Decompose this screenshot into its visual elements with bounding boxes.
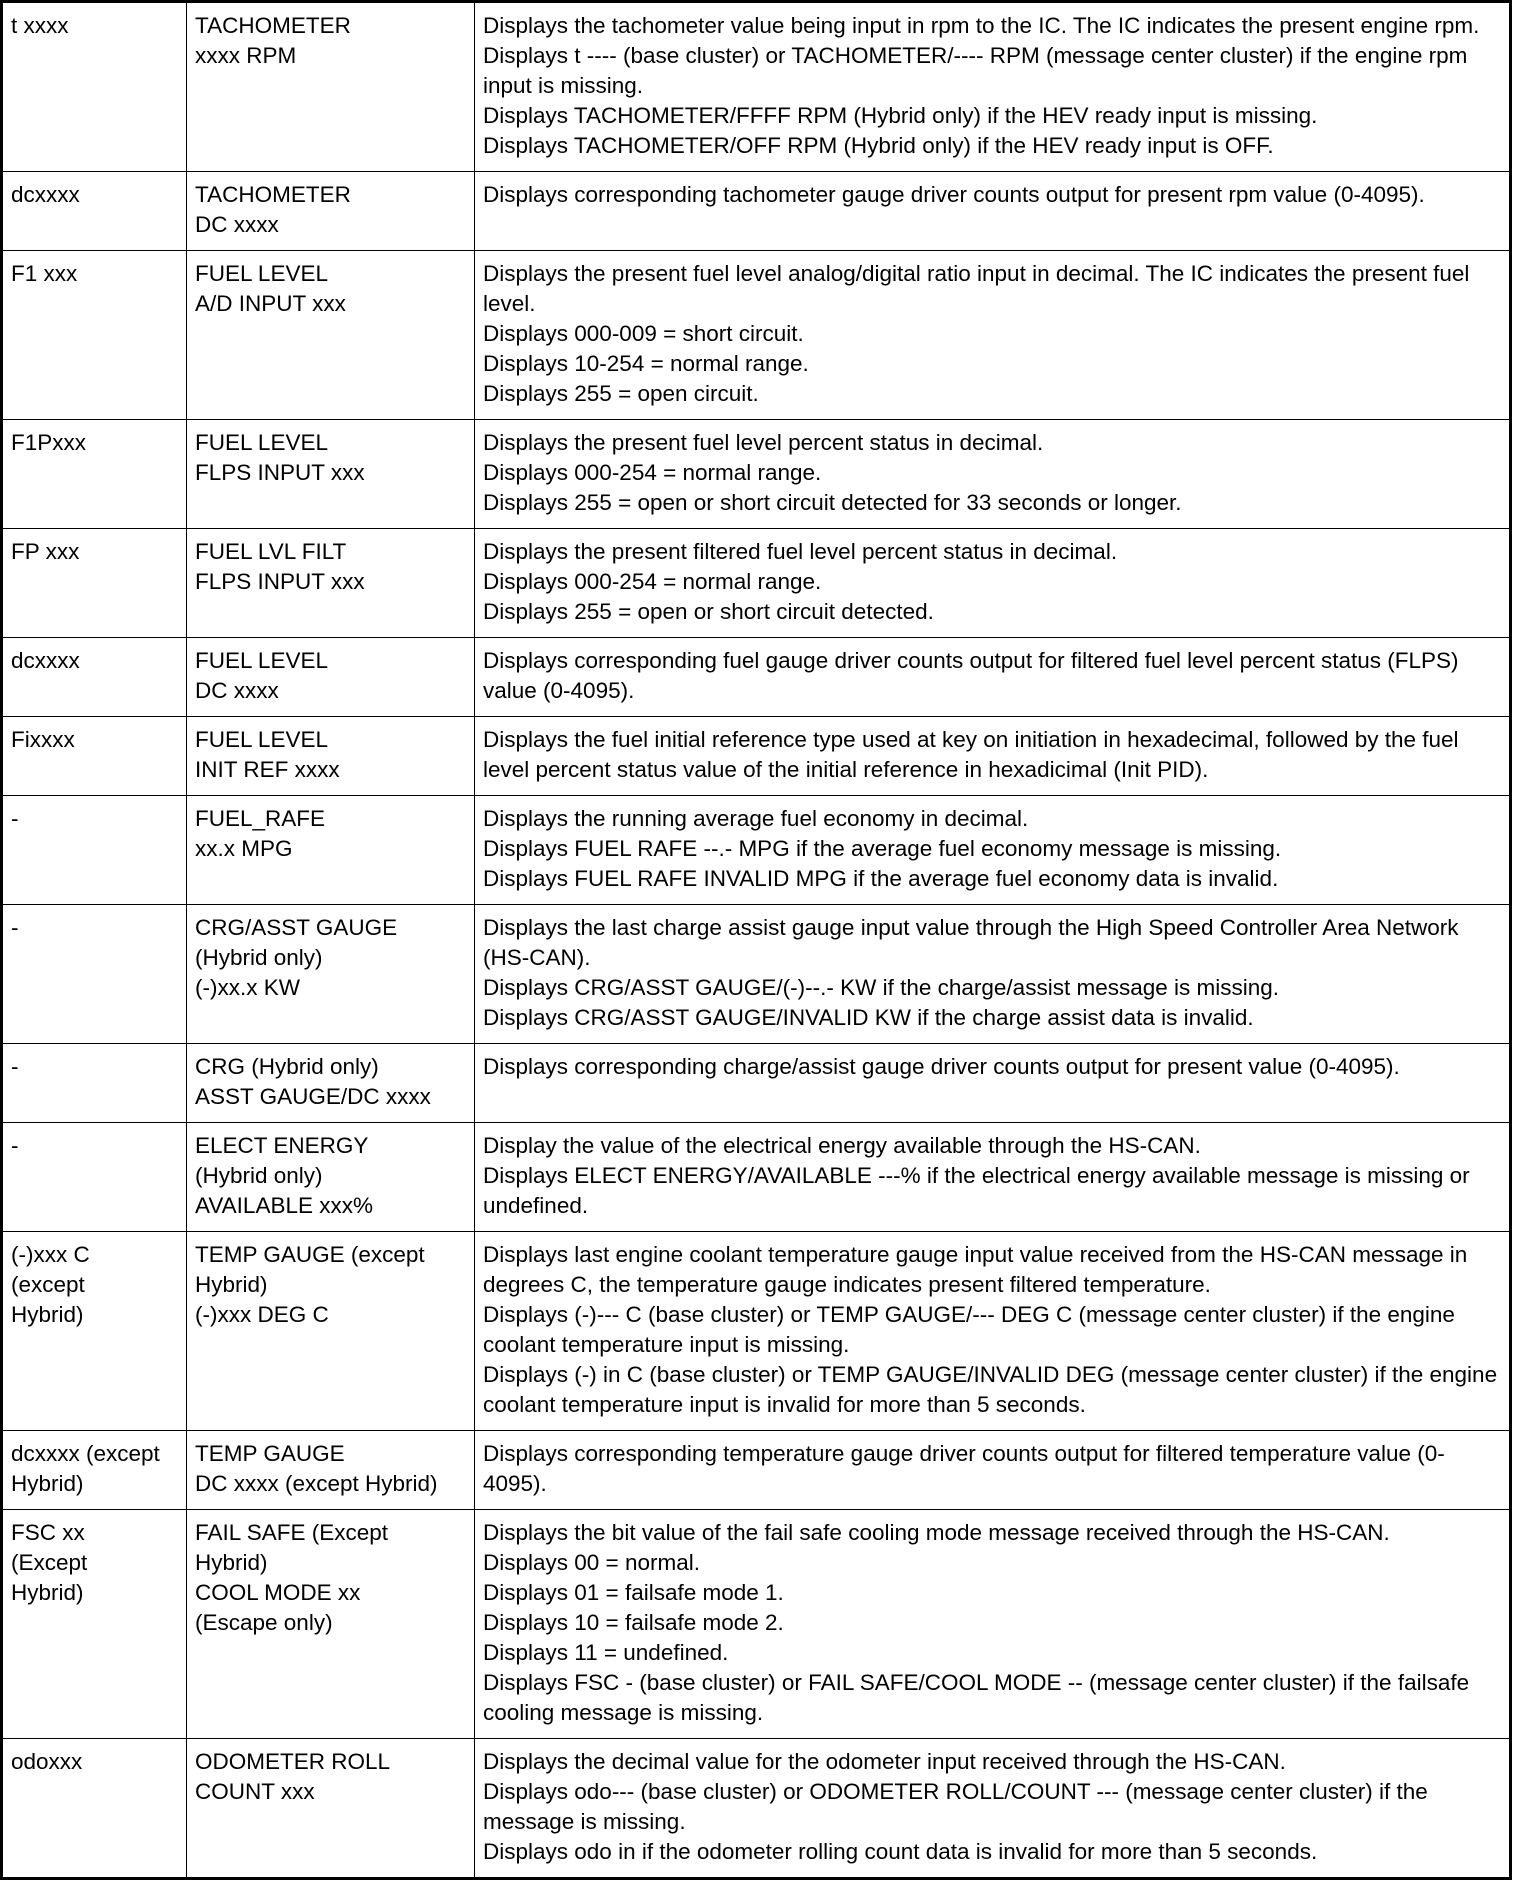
description-cell bbox=[475, 1510, 1511, 1739]
parameter-cell: CRG/ASST GAUGE (Hybrid only) (-)xx.x KW bbox=[187, 905, 475, 1044]
description-line: Displays the fuel initial reference type used at key on initiation in hexadecimal, followed by the fuel level percent status value of the initial reference in hexadicimal (Init PID). bbox=[483, 727, 1459, 782]
parameter-cell: TEMP GAUGE (except Hybrid) (-)xxx DEG C bbox=[187, 1232, 475, 1431]
description-cell bbox=[475, 1431, 1511, 1510]
description-line: Displays FUEL RAFE INVALID MPG if the average fuel economy data is invalid. bbox=[483, 866, 1279, 891]
description-line: Displays 000-009 = short circuit. bbox=[483, 321, 804, 346]
description-cell bbox=[475, 717, 1511, 796]
table-row bbox=[2, 1123, 1511, 1232]
description-line: Displays CRG/ASST GAUGE/INVALID KW if the charge assist data is invalid. bbox=[483, 1005, 1254, 1030]
description-line: Displays the present fuel level percent status in decimal. bbox=[483, 430, 1044, 455]
table-row bbox=[2, 172, 1511, 251]
table-row bbox=[2, 529, 1511, 638]
description-line: Displays odo in if the odometer rolling count data is invalid for more than 5 seconds. bbox=[483, 1839, 1318, 1864]
description-cell bbox=[475, 1123, 1511, 1232]
description-line: Displays last engine coolant temperature gauge input value received from the HS-CAN message in degrees C, the temperature gauge indicates present filtered temperature. bbox=[483, 1242, 1468, 1297]
description-line: Displays 255 = open circuit. bbox=[483, 381, 759, 406]
table-row bbox=[2, 1510, 1511, 1739]
description-line: Displays the tachometer value being input in rpm to the IC. The IC indicates the present engine rpm. bbox=[483, 13, 1480, 38]
description-cell bbox=[475, 251, 1511, 420]
description-line: Displays 255 = open or short circuit detected. bbox=[483, 599, 934, 624]
code-cell: FP xxx bbox=[2, 529, 187, 638]
parameter-cell: TEMP GAUGE DC xxxx (except Hybrid) bbox=[187, 1431, 475, 1510]
description-cell bbox=[475, 420, 1511, 529]
table-row bbox=[2, 1739, 1511, 1879]
description-line: Displays 00 = normal. bbox=[483, 1550, 700, 1575]
parameter-cell: FUEL LVL FILT FLPS INPUT xxx bbox=[187, 529, 475, 638]
code-cell: dcxxxx (except Hybrid) bbox=[2, 1431, 187, 1510]
code-cell: dcxxxx bbox=[2, 638, 187, 717]
description-line: Display the value of the electrical energy available through the HS-CAN. bbox=[483, 1133, 1201, 1158]
description-line: Displays (-)--- C (base cluster) or TEMP GAUGE/--- DEG C (message center cluster) if the engine coolant temperature input is missing. bbox=[483, 1302, 1455, 1357]
description-line: Displays 10 = failsafe mode 2. bbox=[483, 1610, 784, 1635]
description-line: Displays ELECT ENERGY/AVAILABLE ---% if the electrical energy available message is missing or undefined. bbox=[483, 1163, 1470, 1218]
description-line: Displays 255 = open or short circuit detected for 33 seconds or longer. bbox=[483, 490, 1182, 515]
description-cell bbox=[475, 638, 1511, 717]
description-line: Displays corresponding tachometer gauge driver counts output for present rpm value (0-4095). bbox=[483, 182, 1425, 207]
description-line: Displays odo--- (base cluster) or ODOMETER ROLL/COUNT --- (message center cluster) if the message is missing. bbox=[483, 1779, 1428, 1834]
description-cell bbox=[475, 172, 1511, 251]
table-row bbox=[2, 905, 1511, 1044]
description-line: Displays 000-254 = normal range. bbox=[483, 569, 822, 594]
description-line: Displays TACHOMETER/OFF RPM (Hybrid only) if the HEV ready input is OFF. bbox=[483, 133, 1274, 158]
description-cell bbox=[475, 905, 1511, 1044]
parameter-cell: FUEL LEVEL FLPS INPUT xxx bbox=[187, 420, 475, 529]
description-line: Displays FSC - (base cluster) or FAIL SAFE/COOL MODE -- (message center cluster) if the failsafe cooling message is missing. bbox=[483, 1670, 1470, 1725]
code-cell: - bbox=[2, 1044, 187, 1123]
description-cell bbox=[475, 796, 1511, 905]
parameter-cell: TACHOMETER DC xxxx bbox=[187, 172, 475, 251]
parameter-cell: CRG (Hybrid only) ASST GAUGE/DC xxxx bbox=[187, 1044, 475, 1123]
code-cell: Fixxxx bbox=[2, 717, 187, 796]
description-line: Displays the last charge assist gauge input value through the High Speed Controller Area Network (HS-CAN). bbox=[483, 915, 1459, 970]
description-line: Displays (-) in C (base cluster) or TEMP GAUGE/INVALID DEG (message center cluster) if the engine coolant temperature input is invalid for more than 5 seconds. bbox=[483, 1362, 1498, 1417]
description-line: Displays FUEL RAFE --.- MPG if the average fuel economy message is missing. bbox=[483, 836, 1282, 861]
description-cell bbox=[475, 1232, 1511, 1431]
description-line: Displays 10-254 = normal range. bbox=[483, 351, 809, 376]
description-line: Displays 01 = failsafe mode 1. bbox=[483, 1580, 784, 1605]
description-line: Displays corresponding temperature gauge driver counts output for filtered temperature value (0-4095). bbox=[483, 1441, 1445, 1496]
table-row bbox=[2, 717, 1511, 796]
description-line: Displays the decimal value for the odometer input received through the HS-CAN. bbox=[483, 1749, 1286, 1774]
table-row bbox=[2, 1044, 1511, 1123]
code-cell: F1Pxxx bbox=[2, 420, 187, 529]
code-cell: FSC xx (Except Hybrid) bbox=[2, 1510, 187, 1739]
description-line: Displays the present filtered fuel level percent status in decimal. bbox=[483, 539, 1118, 564]
description-line: Displays corresponding fuel gauge driver counts output for filtered fuel level percent status (FLPS) value (0-4095). bbox=[483, 648, 1459, 703]
parameter-cell: FUEL LEVEL INIT REF xxxx bbox=[187, 717, 475, 796]
table-row bbox=[2, 1431, 1511, 1510]
description-line: Displays corresponding charge/assist gauge driver counts output for present value (0-4095). bbox=[483, 1054, 1400, 1079]
description-cell bbox=[475, 1044, 1511, 1123]
table-row bbox=[2, 2, 1511, 172]
code-cell: - bbox=[2, 796, 187, 905]
description-line: Displays 11 = undefined. bbox=[483, 1640, 729, 1665]
parameter-cell: FUEL LEVEL DC xxxx bbox=[187, 638, 475, 717]
description-line: Displays the bit value of the fail safe cooling mode message received through the HS-CAN. bbox=[483, 1520, 1390, 1545]
description-line: Displays the present fuel level analog/digital ratio input in decimal. The IC indicates the present fuel level. bbox=[483, 261, 1470, 316]
table-row bbox=[2, 420, 1511, 529]
code-cell: (-)xxx C (except Hybrid) bbox=[2, 1232, 187, 1431]
parameter-cell: ODOMETER ROLL COUNT xxx bbox=[187, 1739, 475, 1879]
description-line: Displays CRG/ASST GAUGE/(-)--.- KW if the charge/assist message is missing. bbox=[483, 975, 1280, 1000]
description-cell bbox=[475, 529, 1511, 638]
table-row bbox=[2, 1232, 1511, 1431]
parameter-cell: TACHOMETER xxxx RPM bbox=[187, 2, 475, 172]
description-cell bbox=[475, 1739, 1511, 1879]
code-cell: t xxxx bbox=[2, 2, 187, 172]
parameter-cell: FUEL LEVEL A/D INPUT xxx bbox=[187, 251, 475, 420]
parameter-cell: FUEL_RAFE xx.x MPG bbox=[187, 796, 475, 905]
code-cell: odoxxx bbox=[2, 1739, 187, 1879]
code-cell: dcxxxx bbox=[2, 172, 187, 251]
table-row bbox=[2, 638, 1511, 717]
parameter-cell: ELECT ENERGY (Hybrid only) AVAILABLE xxx% bbox=[187, 1123, 475, 1232]
description-line: Displays t ---- (base cluster) or TACHOMETER/---- RPM (message center cluster) if the engine rpm input is missing. bbox=[483, 43, 1468, 98]
description-line: Displays 000-254 = normal range. bbox=[483, 460, 822, 485]
code-cell: - bbox=[2, 1123, 187, 1232]
description-cell bbox=[475, 2, 1511, 172]
parameter-cell: FAIL SAFE (Except Hybrid) COOL MODE xx (Escape only) bbox=[187, 1510, 475, 1739]
table-row bbox=[2, 796, 1511, 905]
table-body bbox=[2, 2, 1511, 1879]
table-row bbox=[2, 251, 1511, 420]
description-line: Displays the running average fuel economy in decimal. bbox=[483, 806, 1029, 831]
description-line: Displays TACHOMETER/FFFF RPM (Hybrid only) if the HEV ready input is missing. bbox=[483, 103, 1318, 128]
code-cell: - bbox=[2, 905, 187, 1044]
code-cell: F1 xxx bbox=[2, 251, 187, 420]
